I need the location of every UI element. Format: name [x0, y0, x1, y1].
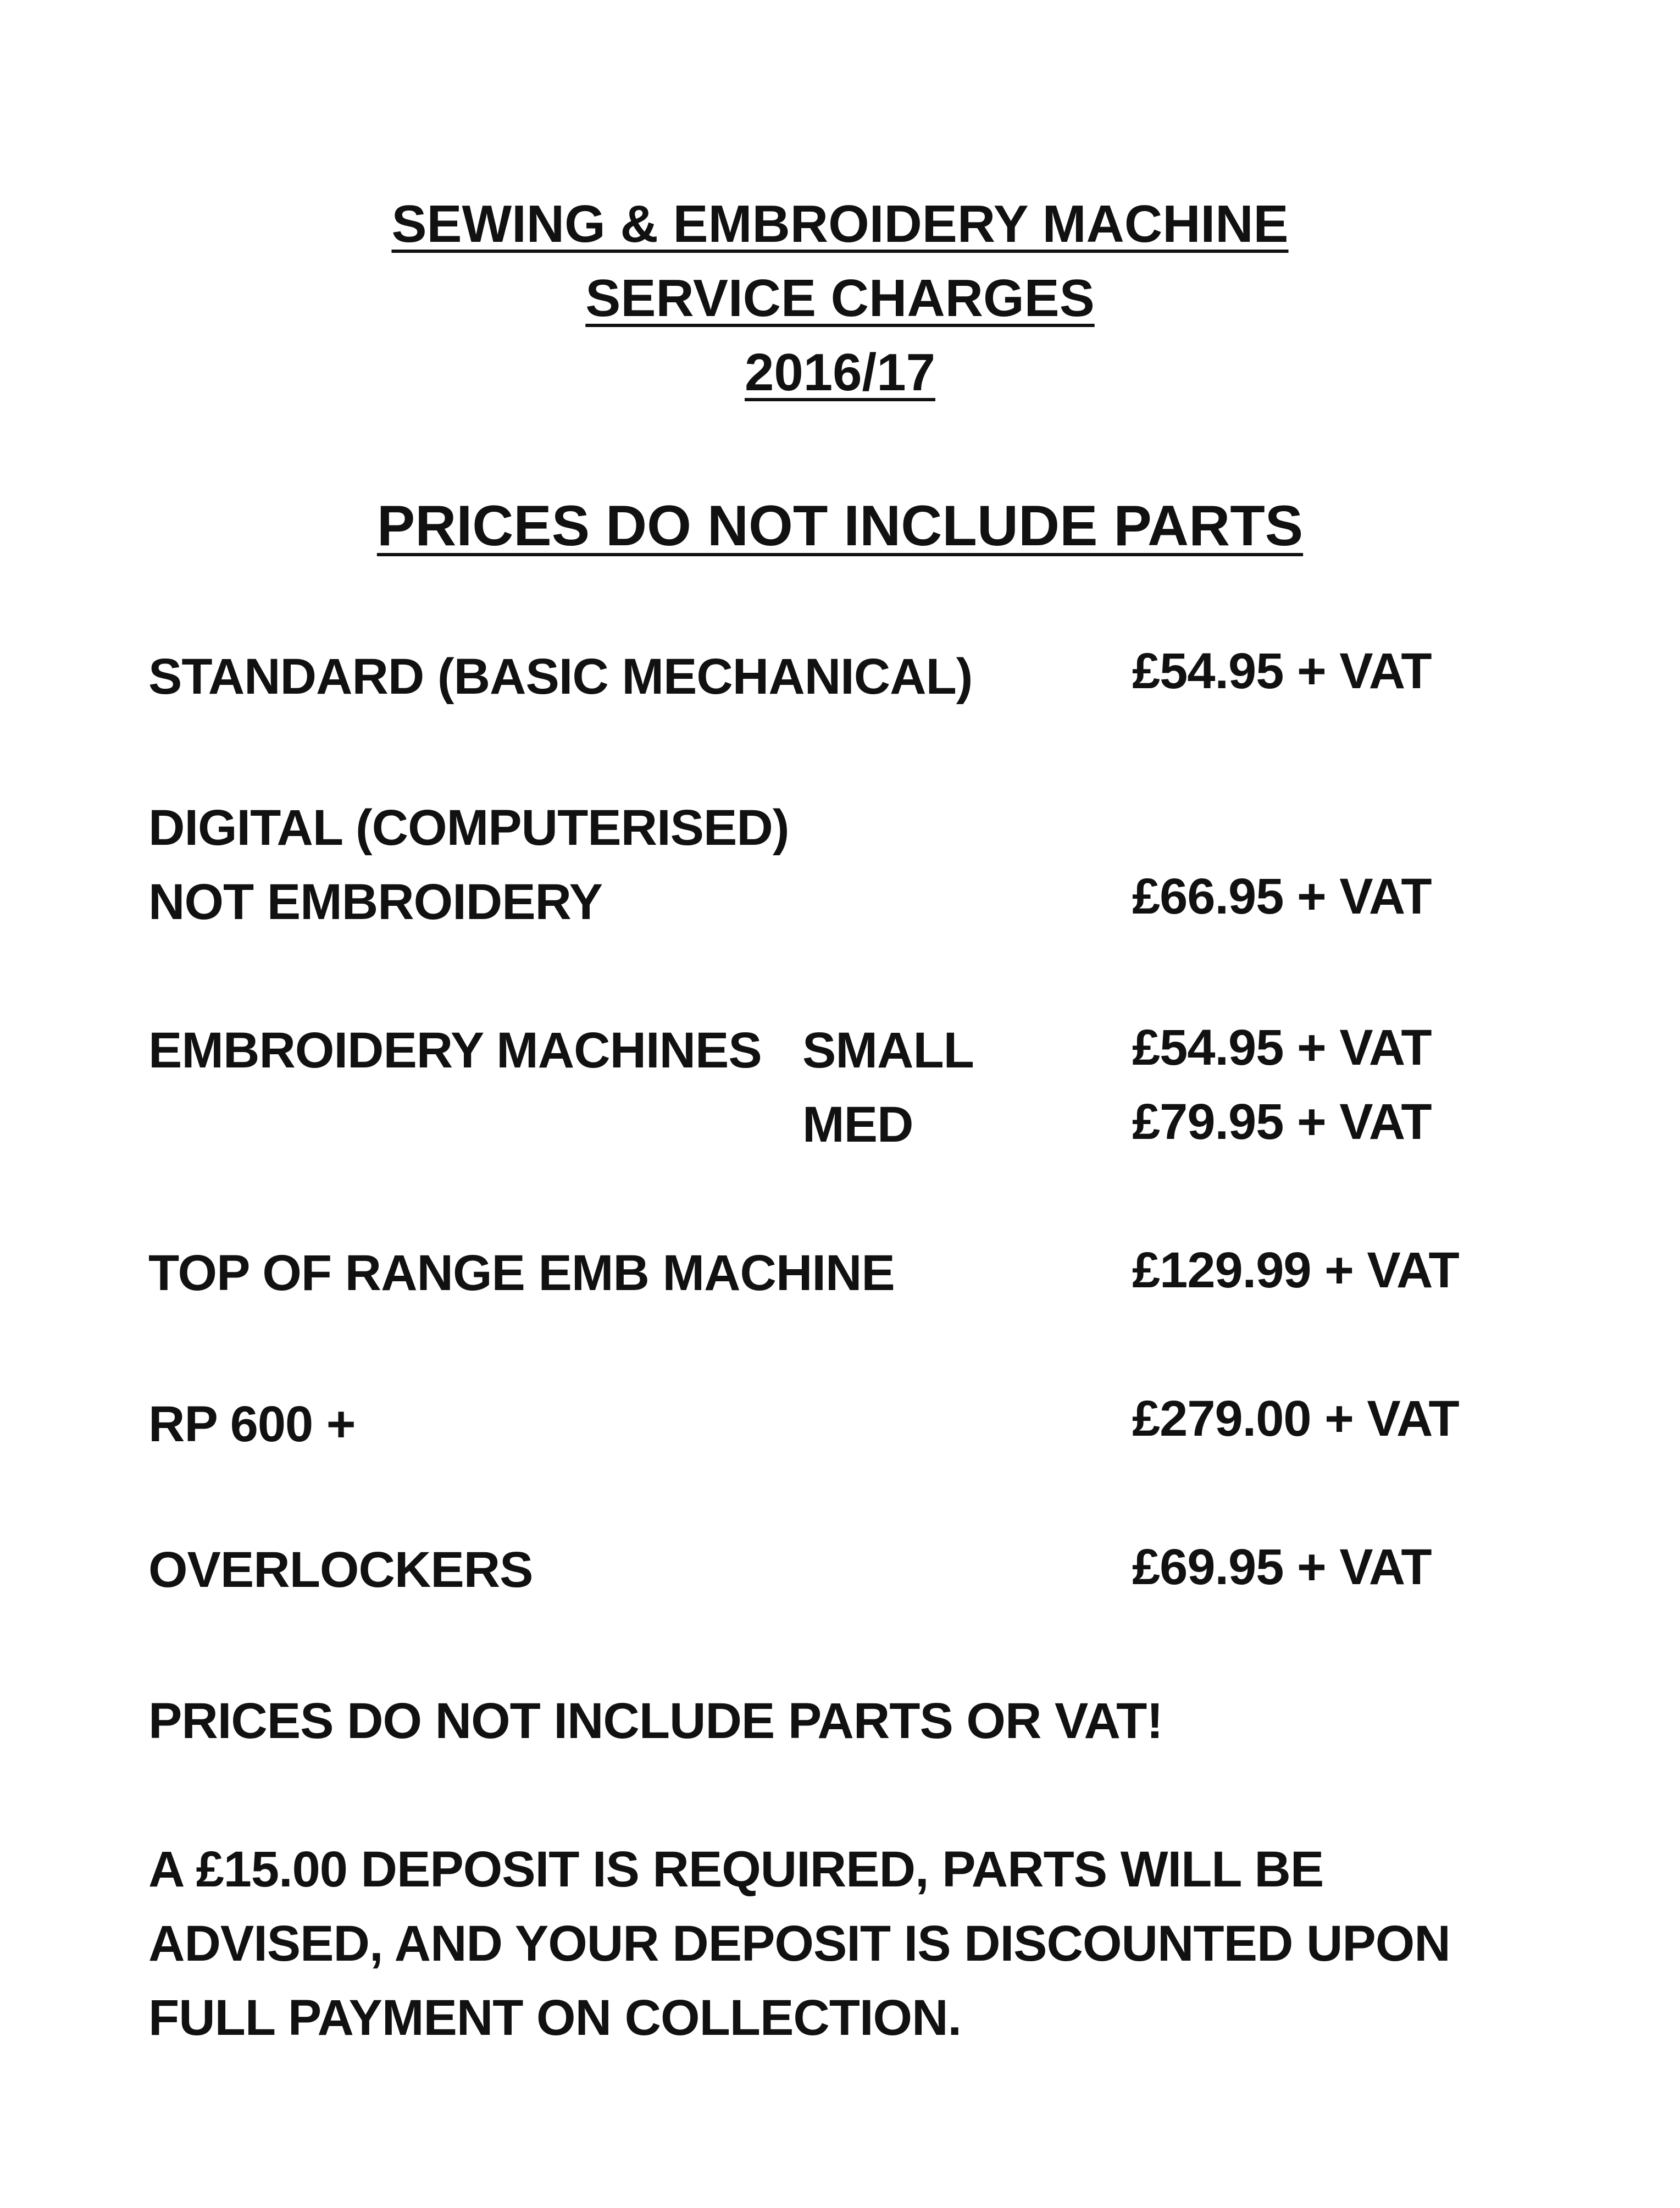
vat-warning: PRICES DO NOT INCLUDE PARTS OR VAT! — [148, 1693, 1163, 1749]
title-line-2: SERVICE CHARGES — [585, 269, 1095, 328]
parts-note: PRICES DO NOT INCLUDE PARTS — [376, 494, 1304, 558]
service-embroidery-price-med: £79.95 + VAT — [1132, 1094, 1432, 1150]
service-embroidery-price-small: £54.95 + VAT — [1132, 1020, 1432, 1076]
service-embroidery-size-med: MED — [802, 1097, 913, 1153]
service-rp600-label: RP 600 + — [148, 1396, 356, 1452]
service-digital-label-1: DIGITAL (COMPUTERISED) — [148, 800, 789, 856]
service-digital-label-2: NOT EMBROIDERY — [148, 874, 602, 930]
service-standard-label: STANDARD (BASIC MECHANICAL) — [148, 649, 973, 705]
service-standard-price: £54.95 + VAT — [1132, 643, 1432, 699]
service-embroidery-label: EMBROIDERY MACHINES — [148, 1022, 762, 1078]
service-embroidery-size-small: SMALL — [802, 1022, 974, 1078]
title-year: 2016/17 — [744, 343, 935, 402]
title-line-1: SEWING & EMBROIDERY MACHINE — [391, 195, 1289, 253]
deposit-text-line-2: ADVISED, AND YOUR DEPOSIT IS DISCOUNTED UPON — [148, 1916, 1450, 1972]
deposit-text-line-1: A £15.00 DEPOSIT IS REQUIRED, PARTS WILL BE — [148, 1841, 1324, 1897]
service-digital-price: £66.95 + VAT — [1132, 868, 1432, 925]
service-top-range-price: £129.99 + VAT — [1132, 1242, 1459, 1298]
service-top-range-label: TOP OF RANGE EMB MACHINE — [148, 1245, 895, 1301]
service-rp600-price: £279.00 + VAT — [1132, 1391, 1459, 1447]
service-overlockers-label: OVERLOCKERS — [148, 1542, 533, 1598]
service-overlockers-price: £69.95 + VAT — [1132, 1539, 1432, 1595]
deposit-text-line-3: FULL PAYMENT ON COLLECTION. — [148, 1990, 962, 2046]
